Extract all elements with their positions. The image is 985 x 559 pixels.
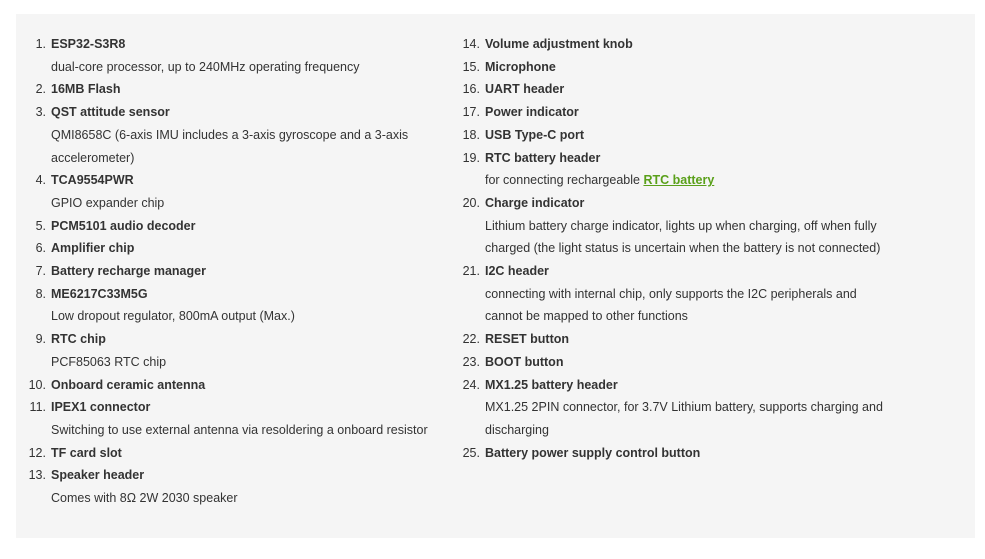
- item-number: 23.: [462, 354, 480, 369]
- item-title: RTC battery header: [485, 150, 601, 165]
- list-item: [16, 328, 456, 373]
- item-title: Microphone: [485, 59, 556, 74]
- item-number: 20.: [462, 195, 480, 210]
- item-description-line: connecting with internal chip, only supports the I2C peripherals and: [485, 286, 857, 301]
- list-item: [450, 124, 950, 147]
- item-title: Power indicator: [485, 105, 579, 120]
- item-number: 11.: [29, 400, 46, 415]
- item-number: 22.: [462, 332, 480, 347]
- item-title: UART header: [485, 82, 565, 97]
- item-content: [485, 124, 950, 147]
- item-title: BOOT button: [485, 354, 564, 369]
- list-item: [16, 169, 456, 214]
- list-item: [450, 351, 950, 374]
- item-description-line: Low dropout regulator, 800mA output (Max.): [51, 309, 295, 324]
- list-item: [16, 260, 456, 283]
- item-content: [51, 374, 456, 397]
- item-content: [51, 442, 456, 465]
- item-description-line: MX1.25 2PIN connector, for 3.7V Lithium battery, supports charging and: [485, 400, 883, 415]
- list-item: [450, 101, 950, 124]
- item-description-line: dual-core processor, up to 240MHz operating frequency: [51, 59, 360, 74]
- item-title: 16MB Flash: [51, 82, 121, 97]
- item-description-text: for connecting rechargeable: [485, 173, 644, 188]
- item-content: [485, 260, 950, 328]
- item-content: [51, 237, 456, 260]
- item-content: [485, 33, 950, 56]
- item-number: 9.: [35, 332, 46, 347]
- list-item: [16, 237, 456, 260]
- item-content: [51, 283, 456, 328]
- item-number: 10.: [28, 377, 46, 392]
- list-item: [450, 442, 950, 465]
- item-title: PCM5101 audio decoder: [51, 218, 196, 233]
- item-title: RTC chip: [51, 332, 106, 347]
- item-content: [51, 78, 456, 101]
- item-title: Charge indicator: [485, 195, 585, 210]
- list-item: [450, 192, 950, 260]
- item-number: 17.: [462, 105, 480, 120]
- item-description-line: Comes with 8Ω 2W 2030 speaker: [51, 491, 238, 506]
- item-content: [485, 351, 950, 374]
- item-number: 3.: [35, 105, 46, 120]
- item-number: 6.: [35, 241, 46, 256]
- list-item: [16, 442, 456, 465]
- item-title: ESP32-S3R8: [51, 37, 126, 51]
- item-content: [485, 78, 950, 101]
- item-content: [485, 442, 950, 465]
- item-description-line: cannot be mapped to other functions: [485, 309, 688, 324]
- item-title: RESET button: [485, 332, 570, 347]
- rtc-battery-link[interactable]: RTC battery: [643, 173, 715, 188]
- item-description-line: charged (the light status is uncertain when the battery is not connected): [485, 241, 881, 256]
- item-title: Onboard ceramic antenna: [51, 377, 206, 392]
- item-description-line: Lithium battery charge indicator, lights up when charging, off when fully: [485, 218, 877, 233]
- item-number: 19.: [462, 150, 480, 165]
- list-item: [16, 33, 456, 78]
- component-list-left: [16, 33, 456, 510]
- component-list-panel: [16, 14, 975, 538]
- item-number: 18.: [462, 127, 480, 142]
- item-number: 7.: [35, 264, 46, 279]
- list-item: [16, 215, 456, 238]
- item-number: 14.: [462, 37, 480, 51]
- item-content: [51, 396, 456, 441]
- item-number: 12.: [28, 445, 46, 460]
- item-title: I2C header: [485, 264, 549, 279]
- item-title: MX1.25 battery header: [485, 377, 618, 392]
- item-content: [51, 260, 456, 283]
- item-content: [51, 101, 456, 169]
- item-number: 5.: [35, 218, 46, 233]
- item-content: [485, 101, 950, 124]
- list-item: [16, 464, 456, 509]
- item-number: 2.: [35, 82, 46, 97]
- list-item: [450, 374, 950, 442]
- item-number: 25.: [462, 445, 480, 460]
- item-number: 21.: [462, 264, 480, 279]
- item-title: Battery recharge manager: [51, 264, 206, 279]
- item-number: 15.: [462, 59, 480, 74]
- list-item: [450, 56, 950, 79]
- item-content: [485, 192, 950, 260]
- list-item: [450, 78, 950, 101]
- item-description-line: PCF85063 RTC chip: [51, 354, 167, 369]
- list-item: [450, 260, 950, 328]
- item-description-line: Switching to use external antenna via resoldering a onboard resistor: [51, 422, 428, 437]
- item-title: Battery power supply control button: [485, 445, 701, 460]
- item-content: [485, 147, 950, 192]
- list-item: [16, 374, 456, 397]
- list-item: [16, 283, 456, 328]
- item-number: 16.: [462, 82, 480, 97]
- item-description-line: GPIO expander chip: [51, 195, 165, 210]
- item-title: Amplifier chip: [51, 241, 135, 256]
- item-title: ME6217C33M5G: [51, 286, 148, 301]
- item-content: [485, 328, 950, 351]
- item-description-line: discharging: [485, 422, 549, 437]
- item-number: 4.: [35, 173, 46, 188]
- item-content: [51, 215, 456, 238]
- item-number: 8.: [35, 286, 46, 301]
- list-item: [450, 147, 950, 192]
- item-description-line: QMI8658C (6-axis IMU includes a 3-axis gyroscope and a 3-axis: [51, 127, 409, 142]
- item-number: 1.: [35, 37, 46, 51]
- list-item: [16, 78, 456, 101]
- list-item: [450, 328, 950, 351]
- component-list-right: [450, 33, 950, 464]
- item-content: [485, 374, 950, 442]
- item-content: [485, 56, 950, 79]
- item-content: [51, 464, 456, 509]
- list-item: [16, 396, 456, 441]
- item-number: 13.: [28, 468, 46, 483]
- item-title: USB Type-C port: [485, 127, 585, 142]
- item-title: QST attitude sensor: [51, 105, 170, 120]
- item-content: [51, 169, 456, 214]
- item-title: Volume adjustment knob: [485, 37, 633, 51]
- list-item: [450, 33, 950, 56]
- list-item: [16, 101, 456, 169]
- item-description-line: accelerometer): [51, 150, 135, 165]
- item-description: [485, 169, 950, 192]
- item-number: 24.: [462, 377, 480, 392]
- item-title: Speaker header: [51, 468, 145, 483]
- item-title: IPEX1 connector: [51, 400, 151, 415]
- item-title: TCA9554PWR: [51, 173, 134, 188]
- item-content: [51, 33, 456, 78]
- item-title: TF card slot: [51, 445, 122, 460]
- item-content: [51, 328, 456, 373]
